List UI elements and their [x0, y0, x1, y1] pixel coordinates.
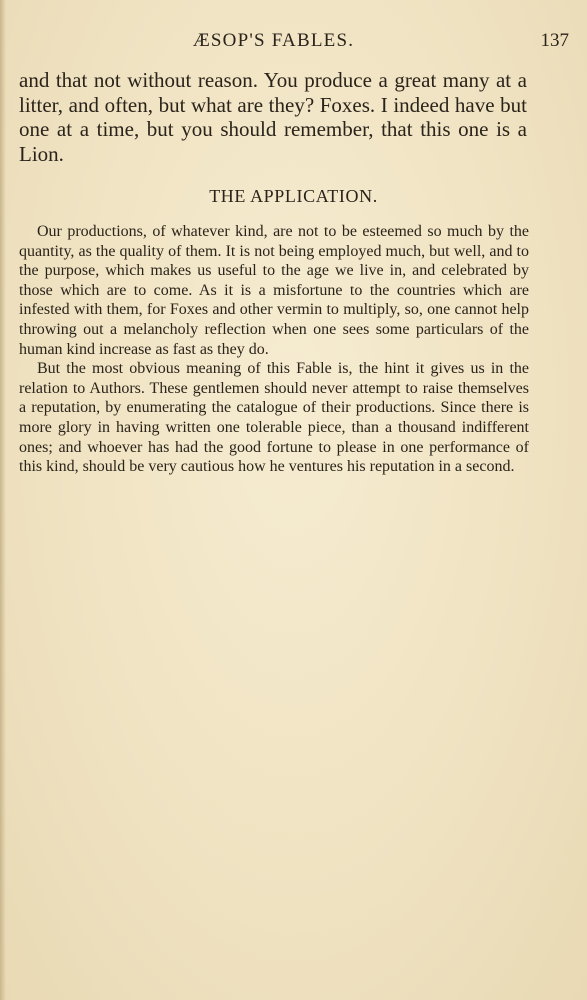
- fable-ending: [19, 68, 527, 166]
- page-number: 137: [540, 30, 569, 51]
- application-body: [19, 222, 529, 477]
- page-header: [18, 30, 569, 54]
- running-title: ÆSOP'S FABLES.: [192, 30, 355, 51]
- fable-ending-paragraph: and that not without reason. You produce a great many at a litter, and often, but what are they? Foxes. I indeed have but one at a time, but you should remember, that this one is a Lion.: [19, 68, 527, 166]
- application-heading: THE APPLICATION.: [209, 186, 378, 206]
- page-gutter-shadow: [0, 0, 6, 1000]
- application-paragraph-1: Our productions, of whatever kind, are not to be esteemed so much by the quantity, as the quality of them. It is not being employed much, but well, and to the purpose, which makes us useful to the age we live in, and celebrated by those which are to come. As it is a misfortune to the countries which are infested with them, for Foxes and other vermin to multiply, so, one cannot help throwing out a melancholy reflection when one sees some particulars of the human kind increase as fast as they do.: [19, 223, 529, 358]
- application-paragraph-2: But the most obvious meaning of this Fable is, the hint it gives us in the relation to Authors. These gentlemen should never attempt to raise themselves a reputation, by enumerating the catalogue of their productions. Since there is more glory in having written one tolerable piece, than a thousand indifferent ones; and whoever has had the good fortune to please in one performance of this kind, should be very cautious how he ventures his reputation in a second.: [19, 360, 529, 476]
